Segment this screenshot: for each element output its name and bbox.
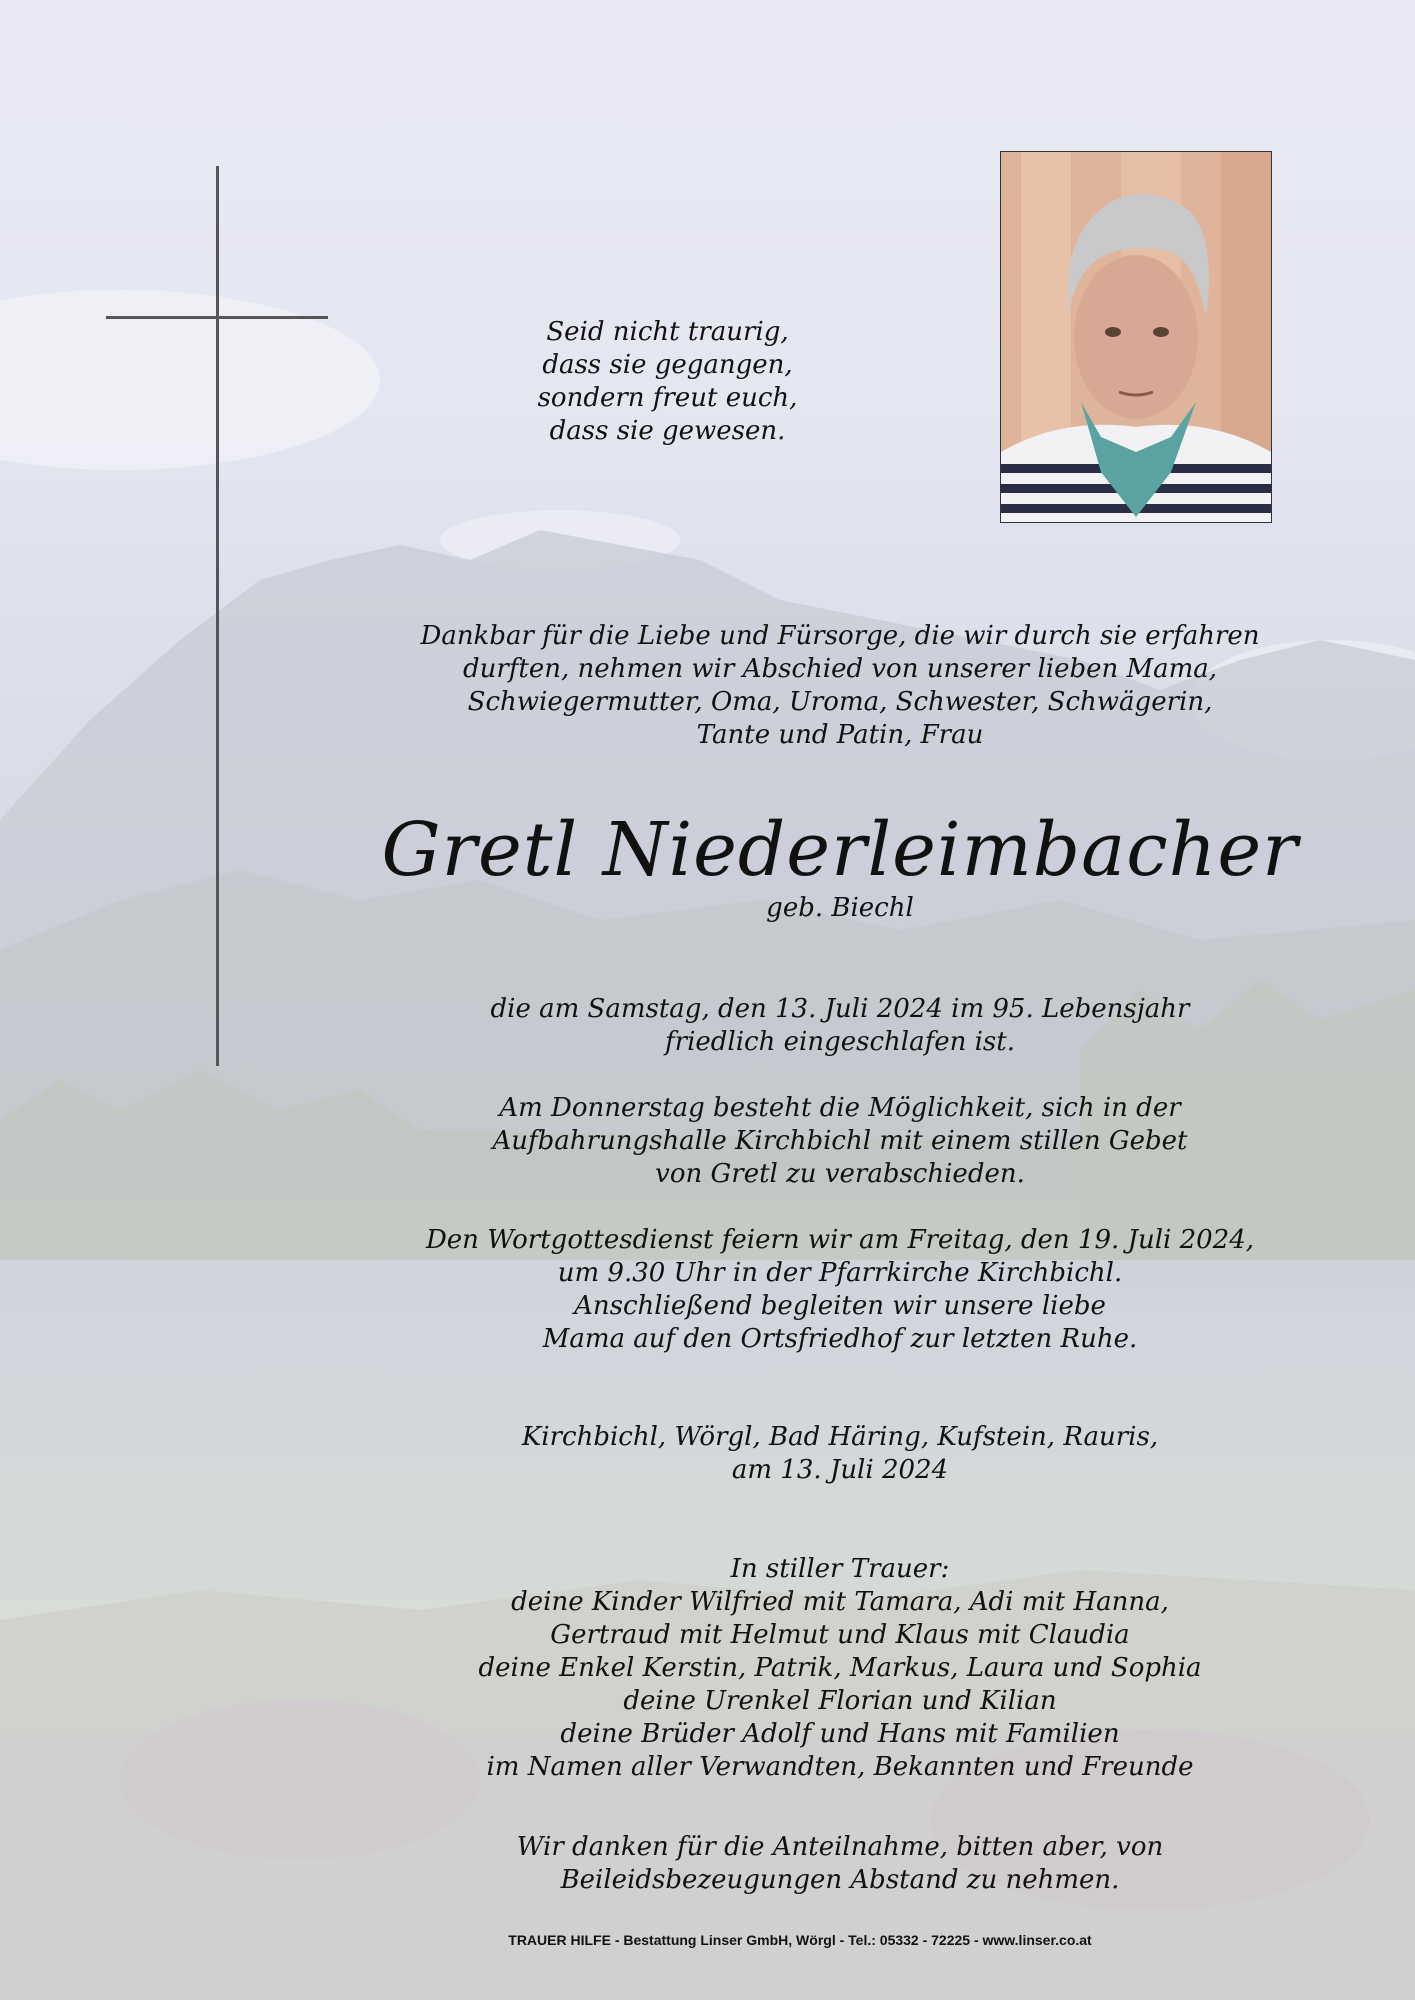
intro-line: durften, nehmen wir Abschied von unserer lieben Mama, (462, 654, 1218, 684)
mourners-line: deine Enkel Kerstin, Patrik, Markus, Laura und Sophia (478, 1653, 1202, 1683)
mourners-line: deine Urenkel Florian und Kilian (623, 1686, 1057, 1716)
passing-line: die am Samstag, den 13. Juli 2024 im 95. Lebensjahr (490, 994, 1190, 1024)
viewing-text (380, 1092, 1300, 1191)
viewing-line: Aufbahrungshalle Kirchbichl mit einem stillen Gebet (492, 1126, 1188, 1156)
viewing-line: von Gretl zu verabschieden. (655, 1159, 1025, 1189)
intro-line: Tante und Patin, Frau (696, 720, 984, 750)
place-date-line: Kirchbichl, Wörgl, Bad Häring, Kufstein, Rauris, (521, 1422, 1159, 1452)
birth-name: geb. Biechl (766, 893, 914, 923)
service-line: Anschließend begleiten wir unsere liebe (574, 1291, 1106, 1321)
quote-line: sondern freut euch, (537, 383, 798, 413)
quote-line: dass sie gewesen. (549, 416, 786, 446)
mourners-line: deine Kinder Wilfried mit Tamara, Adi mit Hanna, (511, 1587, 1169, 1617)
memorial-quote (460, 316, 875, 448)
portrait-photo (1000, 151, 1272, 523)
cross-vertical-beam (216, 166, 219, 1066)
thanks-line: Wir danken für die Anteilnahme, bitten aber, von (516, 1832, 1164, 1862)
passing-text (380, 993, 1300, 1059)
quote-line: Seid nicht traurig, (546, 317, 789, 347)
place-date-text (380, 1421, 1300, 1487)
thanks-line: Beileidsbezeugungen Abstand zu nehmen. (560, 1865, 1120, 1895)
intro-line: Schwiegermutter, Oma, Uroma, Schwester, Schwägerin, (467, 687, 1213, 717)
intro-line: Dankbar für die Liebe und Fürsorge, die wir durch sie erfahren (420, 621, 1260, 651)
quote-line: dass sie gegangen, (542, 350, 793, 380)
service-line: Mama auf den Ortsfriedhof zur letzten Ruhe. (542, 1324, 1138, 1354)
mourners-line: im Namen aller Verwandten, Bekannten und Freunde (486, 1752, 1194, 1782)
service-line: um 9.30 Uhr in der Pfarrkirche Kirchbichl. (557, 1258, 1123, 1288)
mourners-line: deine Brüder Adolf und Hans mit Familien (560, 1719, 1120, 1749)
deceased-name: Gretl Niederleimbacher (381, 807, 1299, 893)
funeral-home-footer: TRAUER HILFE - Bestattung Linser GmbH, Wörgl - Tel.: 05332 - 72225 - www.linser.co.at (508, 1932, 1092, 1948)
place-date-line: am 13. Juli 2024 (731, 1455, 949, 1485)
intro-text (380, 620, 1300, 752)
mourners-line: In stiller Trauer: (730, 1554, 950, 1584)
passing-line: friedlich eingeschlafen ist. (665, 1027, 1015, 1057)
mourners-text (380, 1553, 1300, 1784)
mourners-line: Gertraud mit Helmut und Klaus mit Claudia (550, 1620, 1130, 1650)
thanks-text (380, 1831, 1300, 1897)
cross-horizontal-beam (106, 316, 328, 319)
viewing-line: Am Donnerstag besteht die Möglichkeit, sich in der (499, 1093, 1181, 1123)
service-line: Den Wortgottesdienst feiern wir am Freitag, den 19. Juli 2024, (425, 1225, 1255, 1255)
service-text (380, 1224, 1300, 1356)
